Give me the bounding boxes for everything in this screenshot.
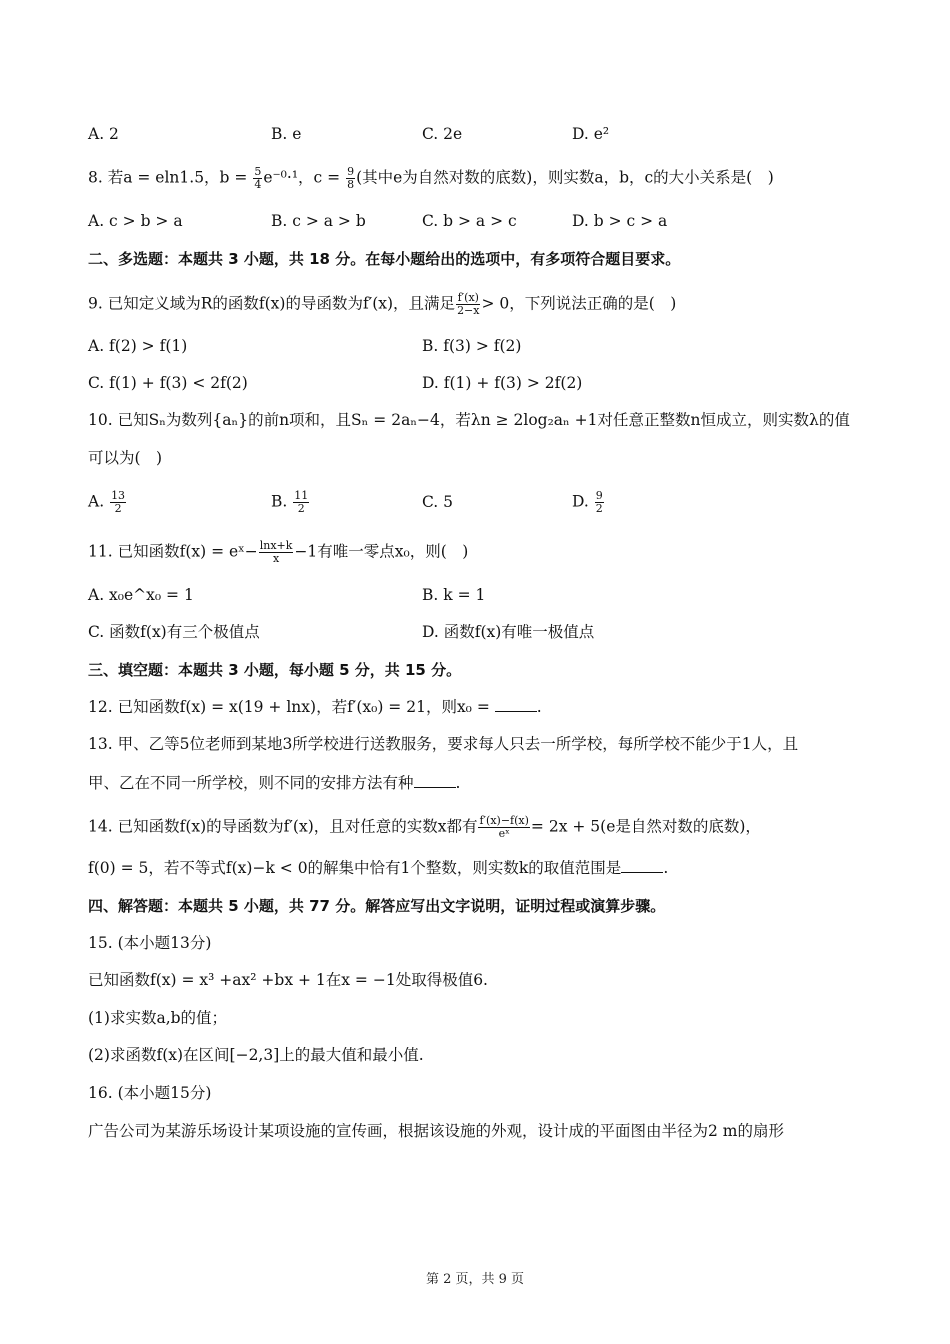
q10-option-a: A. $\frac{13}{2}$ (88, 489, 126, 515)
q8-option-c: C. b > a > c (422, 212, 517, 230)
q8-b-fraction: $\frac{5}{4}$ (254, 165, 262, 191)
page-footer: 第 2 页，共 9 页 (425, 1272, 525, 1287)
q10-option-d: D. $\frac{9}{2}$ (572, 489, 603, 515)
q9-stem: 9. 已知定义域为R的函数f(x)的导函数为f′(x)，且满足 $\frac{f'(x)}{2-x}$ > 0，下列说法正确的是( ) (88, 291, 677, 317)
q15-part1: (1)求实数a,b的值； (88, 1009, 228, 1027)
q10-option-b: B. $\frac{11}{2}$ (271, 489, 309, 515)
q7-option-c: C. 2e (422, 125, 463, 143)
q11-option-b: B. k = 1 (422, 586, 486, 604)
q8-option-d: D. b > c > a (572, 212, 668, 230)
q16-stem: 广告公司为某游乐场设计某项设施的宣传画，根据该设施的外观，设计成的平面图由半径为2 m的扇形 (88, 1122, 784, 1140)
q12-stem: 12. 已知函数f(x) = x(19 + lnx)，若f′(x₀) = 21，则x₀ = . (88, 698, 542, 716)
q7-option-b: B. e (271, 125, 302, 143)
q11-option-d: D. 函数f(x)有唯一极值点 (422, 623, 595, 641)
q14-stem-line1: 14. 已知函数f(x)的导函数为f′(x)，且对任意的实数x都有 $\frac{f'(x)-f(x)}{\text{eˣ}}$ = 2x + 5(e是自然对数的底数)， (88, 814, 761, 840)
q14-answer-blank[interactable] (621, 858, 663, 873)
q12-answer-blank[interactable] (495, 697, 537, 712)
q10-stem-line2: 可以为( ) (88, 449, 163, 467)
q11-fraction: $\frac{\ln x+k}{x}$ (259, 539, 293, 565)
q16-header: 16. (本小题15分) (88, 1084, 212, 1102)
q9-fraction: $\frac{f'(x)}{2-x}$ (457, 291, 480, 317)
q10-option-c: C. 5 (422, 493, 454, 511)
section-heading-solutions: 四、解答题：本题共 5 小题，共 77 分。解答应写出文字说明，证明过程或演算步骤。 (88, 897, 666, 915)
q8-option-a: A. c > b > a (88, 212, 183, 230)
q10-stem-line1: 10. 已知Sₙ为数列{aₙ}的前n项和，且Sₙ = 2aₙ−4，若λn ≥ 2log₂aₙ +1对任意正整数n恒成立，则实数λ的值 (88, 411, 850, 429)
q9-option-c: C. f(1) + f(3) < 2f(2) (88, 374, 248, 392)
q8-option-b: B. c > a > b (271, 212, 366, 230)
q13-stem-line1: 13. 甲、乙等5位老师到某地3所学校进行送教服务，要求每人只去一所学校，每所学校不能少于1人，且 (88, 735, 799, 753)
section-heading-multiple-choice: 二、多选题：本题共 3 小题，共 18 分。在每小题给出的选项中，有多项符合题目要求。 (88, 250, 681, 268)
q7-option-d: D. e² (572, 125, 610, 143)
q9-option-a: A. f(2) > f(1) (88, 337, 188, 355)
q11-option-a: A. x₀e^x₀ = 1 (88, 586, 194, 604)
q14-fraction: $\frac{f'(x)-f(x)}{\text{eˣ}}$ (479, 814, 529, 840)
q15-part2: (2)求函数f(x)在区间[−2,3]上的最大值和最小值. (88, 1046, 424, 1064)
q15-header: 15. (本小题13分) (88, 934, 212, 952)
q13-answer-blank[interactable] (414, 773, 456, 788)
q11-option-c: C. 函数f(x)有三个极值点 (88, 623, 260, 641)
q9-option-d: D. f(1) + f(3) > 2f(2) (422, 374, 583, 392)
q8-stem: 8. 若a = eln1.5，b = $\frac{5}{4}$ e⁻⁰·¹，c = $\frac{9}{8}$ (其中e为自然对数的底数)，则实数a，b，c的大小关系是( ) (88, 165, 774, 191)
q11-stem: 11. 已知函数f(x) = eˣ− $\frac{\ln x+k}{x}$ −1有唯一零点x₀，则( ) (88, 539, 469, 565)
q9-option-b: B. f(3) > f(2) (422, 337, 522, 355)
section-heading-fill-in: 三、填空题：本题共 3 小题，每小题 5 分，共 15 分。 (88, 661, 462, 679)
q8-c-fraction: $\frac{9}{8}$ (347, 165, 355, 191)
q7-option-a: A. 2 (88, 125, 119, 143)
q14-stem-line2: f(0) = 5，若不等式f(x)−k < 0的解集中恰有1个整数，则实数k的取值范围是 . (88, 859, 669, 877)
q15-stem: 已知函数f(x) = x³ +ax² +bx + 1在x = −1处取得极值6. (88, 971, 488, 989)
q13-stem-line2: 甲、乙在不同一所学校，则不同的安排方法有种 . (88, 774, 461, 792)
